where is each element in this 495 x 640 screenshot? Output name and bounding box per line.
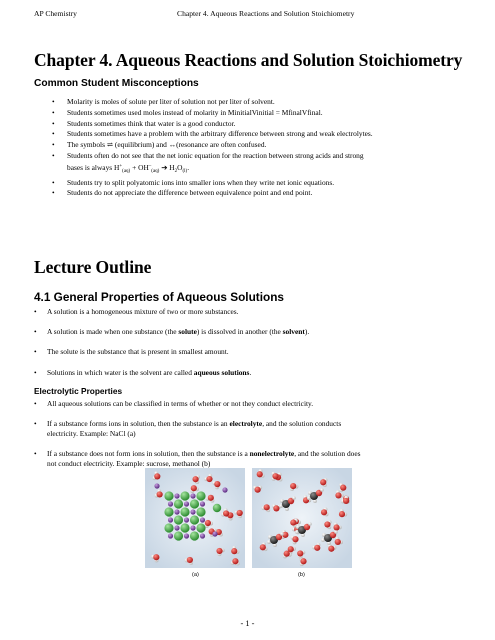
list-item: • The symbols ⇌ (equilibrium) and ↔(resonance are often confused. <box>52 140 472 151</box>
chapter-title: Chapter 4. Aqueous Reactions and Solution Stoichiometry <box>34 50 463 70</box>
chloride-ion <box>190 499 199 508</box>
oxygen-atom <box>192 476 198 482</box>
misconceptions-list <box>52 97 472 199</box>
oxygen-atom <box>273 505 279 511</box>
chloride-ion <box>174 515 183 524</box>
caption-b: (b) <box>298 572 305 578</box>
oxygen-atom <box>257 471 263 477</box>
oxygen-atom <box>300 558 306 564</box>
oxygen-atom <box>340 485 346 491</box>
list-item: • All aqueous solutions can be classified in terms of whether or not they conduct electricity. <box>34 399 314 408</box>
page-number: - 1 - <box>240 619 255 628</box>
oxygen-atom <box>260 544 266 550</box>
oxygen-atom <box>214 481 220 487</box>
chloride-ion <box>190 515 199 524</box>
hydrogen-atom <box>292 496 296 500</box>
chloride-ion <box>180 523 189 532</box>
sodium-ion <box>200 501 205 506</box>
list-item: • A solution is made when one substance (the solute) is dissolved in another (the solvent). <box>34 327 310 336</box>
oxygen-atom <box>335 539 341 545</box>
oxygen-atom <box>208 495 214 501</box>
list-item: • If a substance does not form ions in solution, then the substance is a nonelectrolyte, and the solution does not conduct electricity. Example: sucrose, methanol (b) <box>34 449 361 468</box>
list-item: • Students do not appreciate the difference between equivalence point and end point. <box>52 188 472 199</box>
resonance-arrow-icon: ↔ <box>168 140 177 150</box>
sodium-ion <box>190 493 195 498</box>
list-item: • Molarity is moles of solute per liter of solution not per liter of solvent. <box>52 97 472 108</box>
header-right: Chapter 4. Aqueous Reactions and Solution Stoichiometry <box>177 9 355 18</box>
oxygen-atom <box>255 487 261 493</box>
oxygen-atom <box>314 545 320 551</box>
misconceptions-heading: Common Student Misconceptions <box>34 78 199 89</box>
list-item: • Students try to split polyatomic ions into smaller ions when they write net ionic equations. <box>52 178 472 189</box>
hydrogen-atom <box>308 522 312 526</box>
oxygen-atom <box>187 557 193 563</box>
sodium-ion <box>168 501 173 506</box>
sodium-ion <box>168 517 173 522</box>
chloride-ion <box>180 507 189 516</box>
oxygen-atom <box>206 476 212 482</box>
hydrogen-atom <box>320 488 324 492</box>
chloride-ion <box>190 531 199 540</box>
oxygen-atom <box>339 511 345 517</box>
sodium-ion <box>190 525 195 530</box>
oxygen-atom <box>297 550 303 556</box>
oxygen-atom <box>292 536 298 542</box>
oxygen-atom <box>153 554 159 560</box>
sodium-ion <box>174 493 179 498</box>
oxygen-atom <box>223 510 229 516</box>
hydrogen-atom <box>280 532 284 536</box>
equilibrium-arrows-icon: ⇌ <box>106 140 114 150</box>
oxygen-atom <box>216 548 222 554</box>
sodium-ion <box>200 517 205 522</box>
oxygen-atom <box>191 485 197 491</box>
chloride-ion <box>196 507 205 516</box>
sodium-ion <box>212 531 217 536</box>
chloride-ion <box>174 499 183 508</box>
sodium-ion <box>154 483 159 488</box>
caption-a: (a) <box>192 572 199 578</box>
sodium-ion <box>222 487 227 492</box>
list-item: • If a substance forms ions in solution, then the substance is an electrolyte, and the solution conducts electricity. Example: NaCl (a) <box>34 419 342 438</box>
sodium-ion <box>184 501 189 506</box>
oxygen-atom <box>335 492 341 498</box>
oxygen-atom <box>333 524 339 530</box>
header-left: AP Chemistry <box>34 9 77 18</box>
oxygen-atom <box>205 520 211 526</box>
oxygen-atom <box>320 479 326 485</box>
sodium-ion <box>174 525 179 530</box>
oxygen-atom <box>324 521 330 527</box>
list-item: • Students sometimes used moles instead of molarity in MinitialVinitial = MfinalVfinal. <box>52 108 472 119</box>
section-heading: 4.1 General Properties of Aqueous Solutions <box>34 290 284 304</box>
list-item: • The solute is the substance that is present in smallest amount. <box>34 347 229 356</box>
methanol-solution-figure <box>252 468 352 568</box>
chloride-ion <box>180 491 189 500</box>
nacl-solution-figure <box>145 468 245 568</box>
oxygen-atom <box>328 546 334 552</box>
lecture-outline-heading: Lecture Outline <box>34 257 152 277</box>
electrolytic-heading: Electrolytic Properties <box>34 386 123 396</box>
oxygen-atom <box>264 504 270 510</box>
chloride-ion <box>164 507 173 516</box>
oxygen-atom <box>231 548 237 554</box>
sodium-ion <box>200 533 205 538</box>
oxygen-atom <box>290 519 296 525</box>
oxygen-atom <box>343 498 349 504</box>
oxygen-atom <box>157 491 163 497</box>
oxygen-atom <box>290 483 296 489</box>
oxygen-atom <box>232 558 238 564</box>
list-item: • Solutions in which water is the solvent are called aqueous solutions. <box>34 368 252 377</box>
chloride-ion <box>164 523 173 532</box>
chloride-ion <box>213 504 221 512</box>
chloride-ion <box>164 491 173 500</box>
chloride-ion <box>174 531 183 540</box>
reaction-arrow-icon: ➔ <box>161 162 168 172</box>
oxygen-atom <box>154 473 160 479</box>
oxygen-atom <box>272 473 278 479</box>
list-item: • Students often do not see that the net ionic equation for the reaction between strong acids and strong bases is always $H^+_{(aq)} + OH^-_{(aq)}$ ➔ $H_2O_{(l)}$. <box>52 151 472 178</box>
sodium-ion <box>184 533 189 538</box>
chloride-ion <box>196 523 205 532</box>
oxygen-atom <box>321 509 327 515</box>
list-item: • Students sometimes think that water is a good conductor. <box>52 119 472 130</box>
oxygen-atom <box>237 510 243 516</box>
list-item: • Students sometimes have a problem with the arbitrary difference between strong and weak electrolytes. <box>52 129 472 140</box>
sodium-ion <box>174 509 179 514</box>
oxygen-atom <box>284 551 290 557</box>
hydrogen-atom <box>334 530 338 534</box>
sodium-ion <box>184 517 189 522</box>
list-item: • A solution is a homogeneous mixture of two or more substances. <box>34 307 239 316</box>
sodium-ion <box>168 533 173 538</box>
chloride-ion <box>196 491 205 500</box>
sodium-ion <box>190 509 195 514</box>
